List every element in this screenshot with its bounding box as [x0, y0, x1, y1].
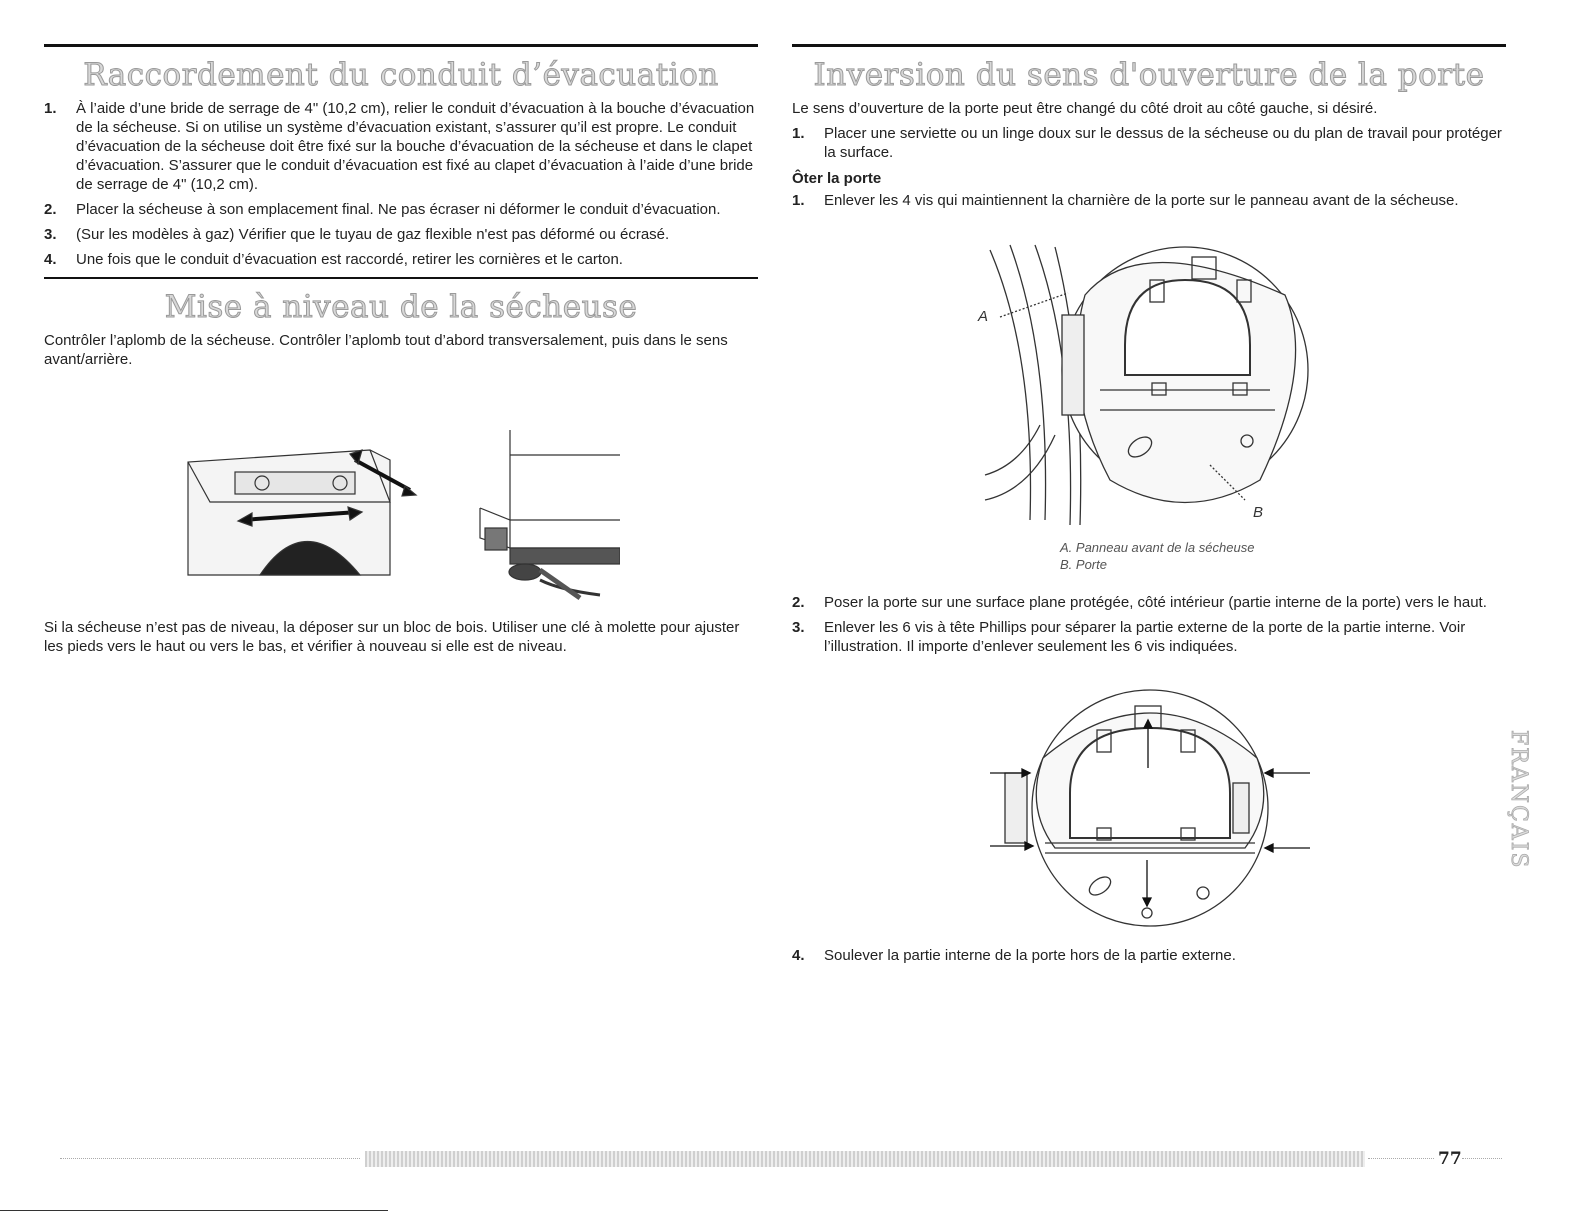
caption-b: B. Porte: [1060, 557, 1107, 572]
list-item: 3. Enlever les 6 vis à tête Phillips pour séparer la partie externe de la porte de la partie interne. Voir l’illustration. Il importe d’enlever seulement les 6 vis indiquées.: [792, 619, 1466, 655]
caption-a: A. Panneau avant de la sécheuse: [1060, 540, 1255, 555]
label-b: B: [1253, 504, 1264, 521]
top-rule: [792, 44, 1506, 47]
dryer-top-illustration: [188, 450, 416, 575]
door-intro: Le sens d’ouverture de la porte peut être changé du côté droit au côté gauche, si désiré.: [792, 100, 1378, 117]
top-rule: [44, 44, 758, 47]
footer-dots-left: [60, 1158, 360, 1160]
leveling-leg-illustration: [480, 430, 620, 598]
footer-dots-mid: [1368, 1158, 1434, 1160]
door-hinge-illustration: [960, 235, 1310, 530]
list-item: 1. À l’aide d’une bride de serrage de 4" (10,2 cm), relier le conduit d’évacuation à la bouche d’évacuation de la sécheuse. Si on utilise un système d’évacuation existant, s’assurer qu’il est propre. Le conduit d’évacuation de la sécheuse doit être fixé sur la bouche d’évacuation de la sécheuse et dans le clapet d’évacuation. S’assurer que le conduit d’évacuation est fixé au clapet d’évacuation à l’aide d’une bride de serrage de 4" (10,2 cm).: [44, 100, 755, 193]
exhaust-steps: [44, 99, 758, 269]
door-steps-c-block: [792, 593, 1506, 662]
right-column: [792, 0, 1506, 216]
heading-door-reversal: Inversion du sens d'ouverture de la porte: [813, 57, 1485, 93]
footer-band: [365, 1151, 1365, 1167]
list-item: 1. Enlever les 4 vis qui maintiennent la charnière de la porte sur le panneau avant de la sécheuse.: [792, 192, 1459, 209]
list-item: 4. Une fois que le conduit d’évacuation est raccordé, retirer les cornières et le carton.: [44, 251, 623, 268]
door-steps-a: [792, 124, 1506, 162]
leveling-intro: Contrôler l’aplomb de la sécheuse. Contrôler l’aplomb tout d’abord transversalement, puis dans le sens avant/arrière.: [44, 332, 728, 368]
door-steps-c: [792, 593, 1506, 656]
page-number: 77: [1438, 1149, 1462, 1169]
section-rule: [44, 277, 758, 279]
footer-dots-right: [1462, 1158, 1502, 1160]
list-item: 3. (Sur les modèles à gaz) Vérifier que le tuyau de gaz flexible n'est pas déformé ou écrasé.: [44, 226, 670, 243]
left-column: [44, 0, 758, 369]
leveling-after: Si la sécheuse n’est pas de niveau, la déposer sur un bloc de bois. Utiliser une clé à molette pour ajuster les pieds vers le haut ou vers le bas, et vérifier à nouveau si elle est de niveau.: [44, 619, 740, 655]
door-steps-d-block: [792, 946, 1506, 971]
door-steps-d: [792, 946, 1506, 965]
subhead-remove-door: Ôter la porte: [792, 170, 882, 187]
crop-line: [0, 1210, 388, 1211]
leveling-illustration: [180, 420, 620, 610]
heading-leveling: Mise à niveau de la sécheuse: [164, 289, 638, 325]
heading-exhaust: Raccordement du conduit d’évacuation: [83, 57, 719, 93]
door-screws-illustration: [985, 688, 1315, 938]
list-item: 2. Placer la sécheuse à son emplacement final. Ne pas écraser ni déformer le conduit d’évacuation.: [44, 201, 721, 218]
door-steps-b: [792, 191, 1506, 210]
label-a: A: [978, 308, 989, 325]
figure-caption: [1060, 539, 1254, 573]
list-item: 1. Placer une serviette ou un linge doux sur le dessus de la sécheuse ou du plan de travail pour protéger la surface.: [792, 125, 1502, 161]
language-tab: FRANÇAIS: [1506, 730, 1531, 870]
list-item: 2. Poser la porte sur une surface plane protégée, côté intérieur (partie interne de la porte) vers le haut.: [792, 594, 1487, 611]
list-item: 4. Soulever la partie interne de la porte hors de la partie externe.: [792, 947, 1236, 964]
leveling-after-block: [44, 618, 758, 656]
